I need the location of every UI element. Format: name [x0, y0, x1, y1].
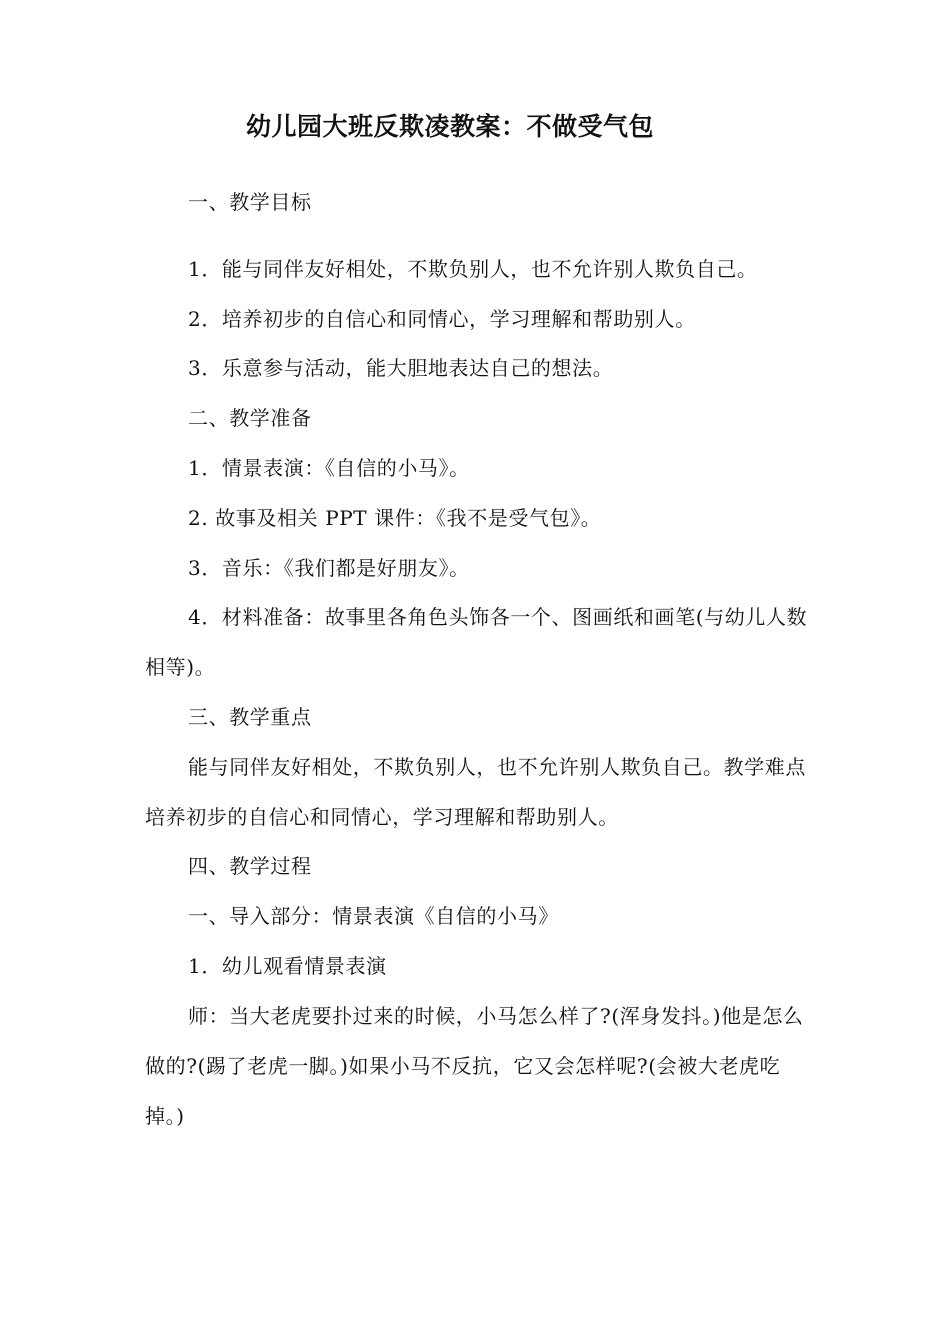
key-points-body: 能与同伴友好相处，不欺负别人，也不允许别人欺负自己。教学难点培养初步的自信心和同情心，学习理解和帮助别人。: [145, 755, 806, 829]
process-substep-1: 1．幼儿观看情景表演: [188, 954, 387, 978]
preparation-item-4: 4．材料准备：故事里各角色头饰各一个、图画纸和画笔(与幼儿人数相等)。: [145, 605, 808, 679]
document-title: 幼儿园大班反欺凌教案：不做受气包: [245, 112, 654, 141]
process-step-intro: 一、导入部分：情景表演《自信的小马》: [188, 904, 559, 928]
preparation-item-1: 1．情景表演：《自信的小马》。: [188, 456, 470, 480]
section-heading-key-points: 三、教学重点: [188, 705, 312, 729]
objective-item-1: 1．能与同伴友好相处，不欺负别人，也不允许别人欺负自己。: [188, 257, 758, 281]
section-heading-objectives: 一、教学目标: [188, 190, 312, 214]
objective-item-3: 3．乐意参与活动，能大胆地表达自己的想法。: [188, 356, 614, 380]
objective-item-2: 2．培养初步的自信心和同情心，学习理解和帮助别人。: [188, 307, 696, 331]
preparation-item-3: 3．音乐：《我们都是好朋友》。: [188, 556, 470, 580]
teacher-dialogue: 师：当大老虎要扑过来的时候，小马怎么样了?(浑身发抖。)他是怎么做的?(踢了老虎一脚。)如果小马不反抗，它又会怎样呢?(会被大老虎吃掉。): [145, 1004, 804, 1128]
preparation-item-2: 2. 故事及相关 PPT 课件：《我不是受气包》。: [188, 506, 602, 530]
section-heading-preparation: 二、教学准备: [188, 406, 312, 430]
section-heading-process: 四、教学过程: [188, 854, 312, 878]
